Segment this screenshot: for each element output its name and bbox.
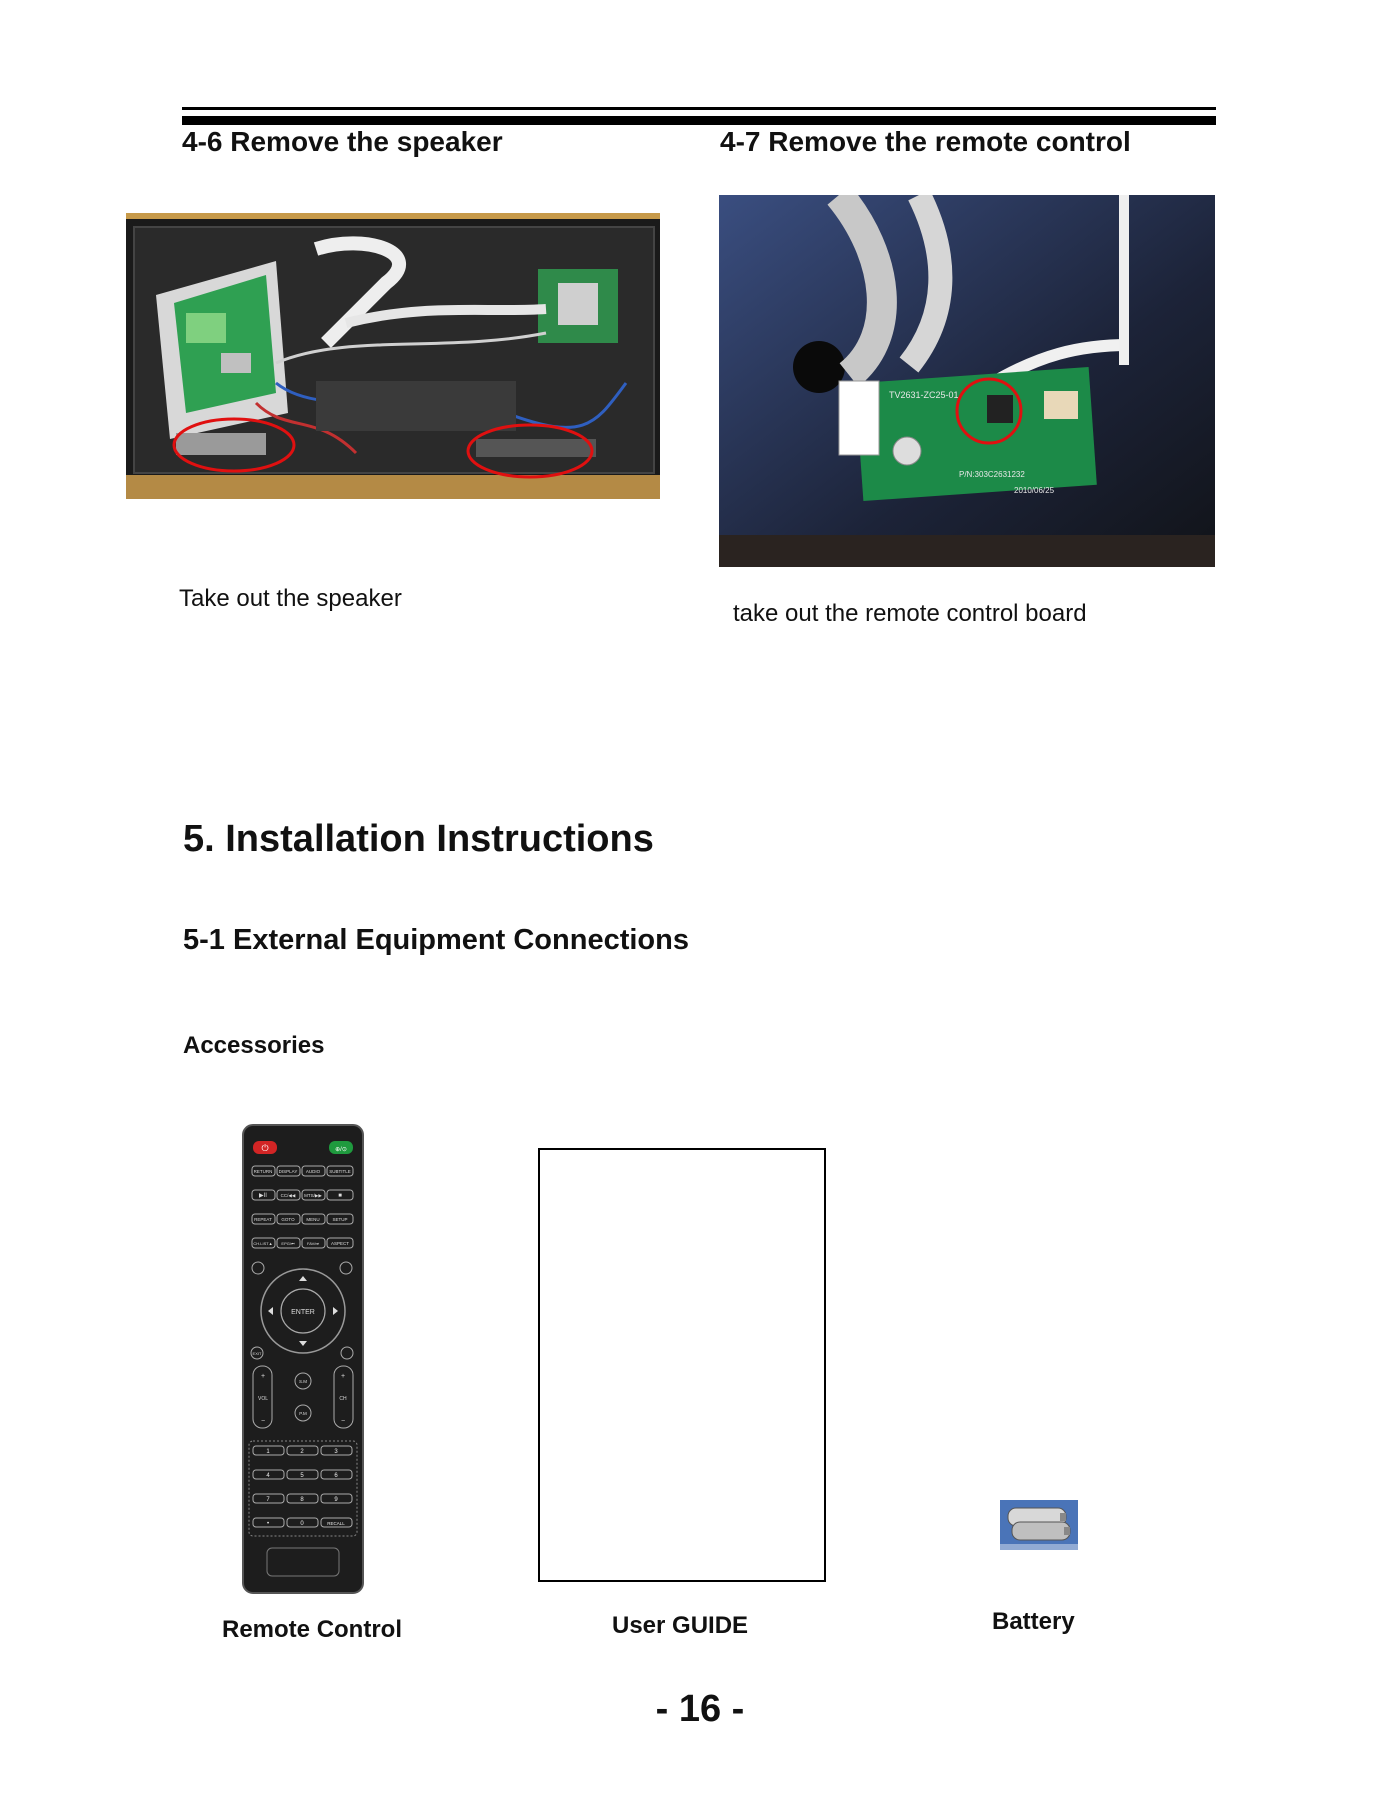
header-rule-thick	[182, 116, 1216, 125]
section-4-6-title: 4-6 Remove the speaker	[182, 126, 503, 157]
key-mts-forward: MTS/▶▶	[304, 1193, 322, 1198]
remote-control-label: Remote Control	[222, 1616, 402, 1643]
key-goto: GOTO	[281, 1217, 295, 1222]
section-4-7-caption: take out the remote control board	[733, 600, 1087, 627]
board-part-text: P/N:303C2631232	[959, 470, 1025, 479]
section-4-7-title: 4-7 Remove the remote control	[720, 126, 1131, 157]
key-subtitle: SUBTITLE	[329, 1169, 351, 1174]
battery-label: Battery	[992, 1608, 1075, 1635]
key-return: RETURN	[253, 1169, 273, 1174]
key-1: 1	[266, 1449, 270, 1455]
key-sm: S.M	[298, 1379, 308, 1384]
speaker-photo	[126, 213, 660, 499]
key-repeat: REPEAT	[254, 1217, 272, 1222]
section-4-6-caption: Take out the speaker	[179, 585, 402, 612]
key-9: 9	[334, 1497, 338, 1503]
page-number: - 16 -	[655, 1688, 745, 1730]
board-date-text: 2010/06/25	[1014, 486, 1055, 495]
key-pm: P.M	[299, 1411, 307, 1416]
remote-control-image	[241, 1123, 365, 1595]
key-display: DISPLAY	[278, 1169, 298, 1174]
key-6: 6	[334, 1473, 338, 1479]
key-aspect: ASPECT	[330, 1241, 350, 1246]
section-5-1-title: 5-1 External Equipment Connections	[183, 924, 689, 956]
key-2: 2	[300, 1449, 304, 1455]
key-4: 4	[266, 1473, 270, 1479]
ch-plus: +	[340, 1373, 346, 1380]
key-5: 5	[300, 1473, 304, 1479]
battery-image	[1000, 1500, 1078, 1550]
key-menu: MENU	[306, 1217, 320, 1222]
key-play-pause: ▶II	[259, 1193, 267, 1199]
key-0: 0	[300, 1521, 304, 1527]
remote-board-photo	[719, 195, 1215, 567]
vol-minus: −	[260, 1418, 266, 1425]
ch-label: CH	[339, 1396, 347, 1402]
ch-minus: −	[340, 1418, 346, 1425]
power-icon: ⏻	[261, 1143, 269, 1153]
user-guide-box	[538, 1148, 826, 1582]
board-model-text: TV2631-ZC25-01	[889, 390, 959, 400]
key-7: 7	[266, 1497, 270, 1503]
vol-plus: +	[260, 1373, 266, 1380]
key-audio: AUDIO	[305, 1169, 321, 1174]
key-recall: RECALL	[327, 1521, 345, 1526]
section-5-title: 5. Installation Instructions	[183, 818, 654, 860]
user-guide-label: User GUIDE	[612, 1612, 749, 1639]
accessories-title: Accessories	[183, 1032, 325, 1059]
key-cc-rewind: CC/◀◀	[280, 1193, 296, 1198]
key-ch-list: CH.LIST▲	[253, 1241, 273, 1246]
key-8: 8	[300, 1497, 304, 1503]
key-stop: ■	[338, 1193, 342, 1199]
header-rule-thin	[182, 107, 1216, 110]
key-epg: EPG/⏮	[281, 1241, 295, 1246]
key-enter: ENTER	[291, 1309, 315, 1316]
vol-label: VOL	[257, 1396, 269, 1402]
key-3: 3	[334, 1449, 338, 1455]
input-icon: ⊕/⊙	[335, 1147, 347, 1153]
key-exit: EXIT	[252, 1351, 262, 1356]
key-setup: SETUP	[332, 1217, 348, 1222]
key-dash: •	[266, 1521, 270, 1527]
key-fav: FAV/⏭	[307, 1241, 319, 1246]
